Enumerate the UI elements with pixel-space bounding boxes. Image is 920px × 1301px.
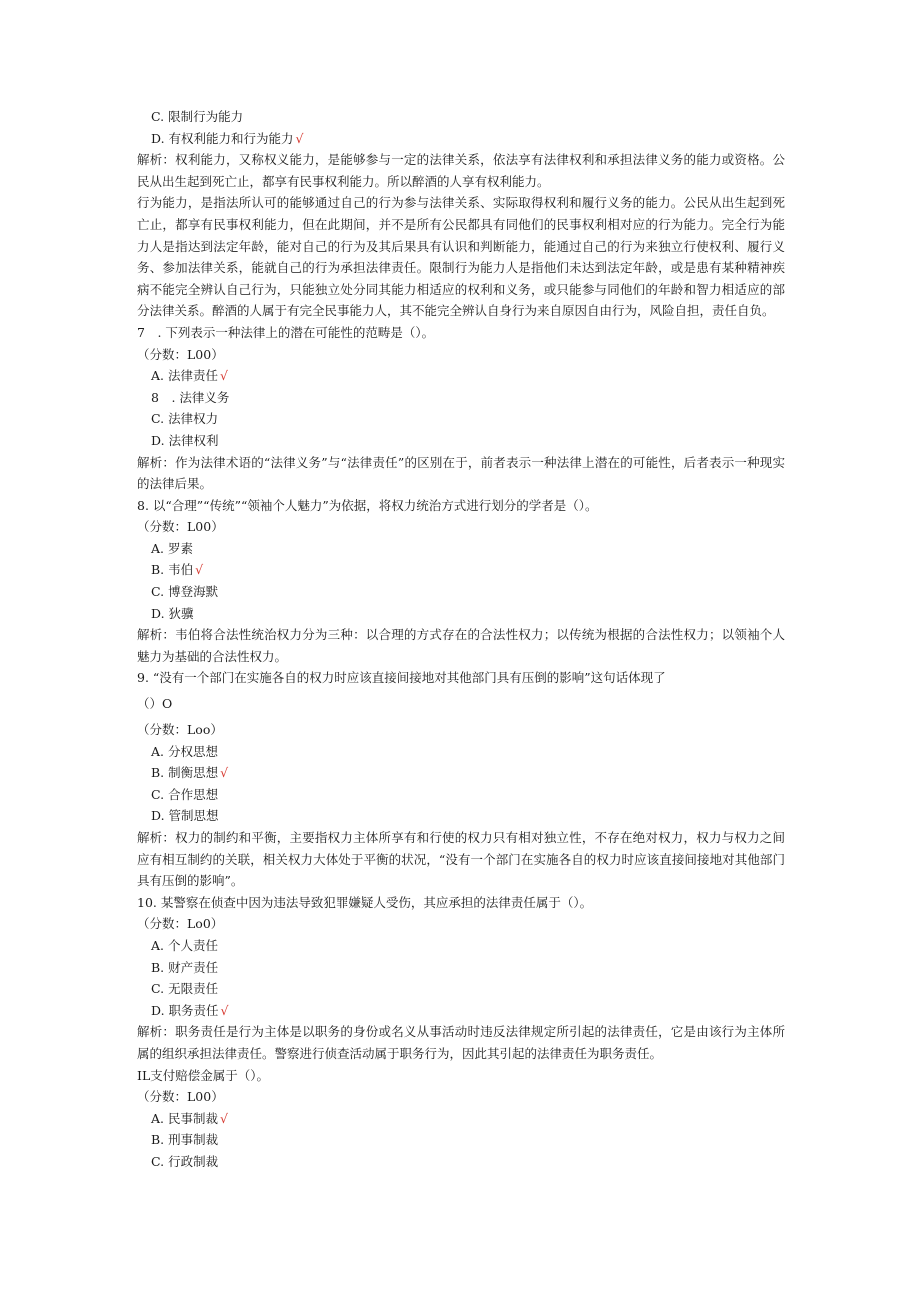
option-c: C. 行政制裁 (151, 1153, 219, 1169)
option-d: D. 管制思想 (151, 808, 219, 824)
option-a: A. 罗素 (151, 540, 193, 556)
option-b: B. 财产责任 (151, 959, 219, 975)
document-page (137, 106, 785, 1173)
explanation-paragraph: 解析：韦伯将合法性统治权力分为三种：以合理的方式存在的合法性权力；以传统为根据的合法性权力；以领袖个人魅力为基础的合法性权力。 (137, 627, 785, 664)
option-b: B. 制衡思想 √ (151, 765, 229, 781)
option-d: D. 职务责任 √ (151, 1002, 229, 1018)
option-d: D. 法律权利 (151, 432, 219, 448)
explanation-paragraph: 解析：职务责任是行为主体是以职务的身份或名义从事活动时违反法律规定所引起的法律责任，它是由该行为主体所属的组织承担法律责任。警察进行侦查活动属于职务行为，因此其引起的法律责任为职务责任。 (137, 1024, 785, 1061)
question-9: 9. “没有一个部门在实施各自的权力时应该直接间接地对其他部门具有压倒的影响”这句话体现了 (137, 670, 666, 686)
score-label: （分数：L00） (137, 519, 224, 535)
correct-mark: √ (220, 1002, 229, 1018)
explanation-paragraph: 行为能力，是指法所认可的能够通过自己的行为参与法律关系、实际取得权利和履行义务的能力。公民从出生起到死亡止，都享有民事权利能力，但在此期间，并不是所有公民都具有同他们的民事权利相对应的行为能力。完全行为能力人是指达到法定年龄，能对自己的行为及其后果具有认识和判断能力，能通过自己的行为来独立行使权利、履行义务、参加法律关系，能就自己的行为承担法律责任。限制行为能力人是指他们未达到法定年龄，或是患有某种精神疾病不能完全辨认自己行为，只能独立处分同其能力相适应的权利和义务，或只能参与同他们的年龄和智力相适应的部分法律关系。醉酒的人属于有完全民事能力人，其不能完全辨认自身行为来自原因自由行为，风险自担，责任自负。 (137, 195, 785, 319)
explanation-paragraph: 解析：权利能力，又称权义能力，是能够参与一定的法律关系，依法享有法律权利和承担法律义务的能力或资格。公民从出生起到死亡止，都享有民事权利能力。所以醉酒的人享有权利能力。 (137, 152, 785, 189)
score-label: （分数：L00） (137, 346, 224, 362)
correct-mark: √ (219, 1110, 228, 1126)
question-11: IL支付赔偿金属于（）。 (137, 1067, 269, 1083)
option-a: A. 法律责任 √ (151, 368, 228, 384)
option-c: C. 合作思想 (151, 786, 219, 802)
explanation-paragraph: 解析：权力的制约和平衡，主要指权力主体所享有和行使的权力只有相对独立性，不存在绝对权力，权力与权力之间应有相互制约的关联，相关权力大体处于平衡的状况，“没有一个部门在实施各自的权力时应该直接间接地对其他部门具有压倒的影响”。 (137, 830, 785, 889)
correct-mark: √ (195, 562, 204, 578)
option-a: A. 个人责任 (151, 937, 218, 953)
option-a: A. 民事制裁 √ (151, 1110, 228, 1126)
option-b: 8 . 法律义务 (151, 389, 230, 405)
option-c: C. 博登海默 (151, 584, 219, 600)
question-7: 7 . 下列表示一种法律上的潜在可能性的范畴是（）。 (137, 324, 435, 340)
explanation-paragraph: 解析：作为法律术语的“法律义务”与“法律责任”的区别在于，前者表示一种法律上潜在的可能性，后者表示一种现实的法律后果。 (137, 454, 785, 492)
option-b: B. 韦伯 √ (151, 562, 204, 578)
option-d: D. 狄骥 (151, 605, 194, 621)
question-10: 10. 某警察在侦查中因为违法导致犯罪嫌疑人受伤，其应承担的法律责任属于（）。 (137, 894, 593, 910)
question-9-blank: （）O (137, 696, 173, 712)
score-label: （分数：Lo0） (137, 916, 224, 932)
option-b: B. 刑事制裁 (151, 1132, 219, 1148)
option-d: D. 有权利能力和行为能力 √ (151, 130, 304, 146)
score-label: （分数：Loo） (137, 722, 223, 738)
score-label: （分数：L00） (137, 1089, 224, 1105)
option-c: C. 法律权力 (151, 411, 219, 427)
question-8: 8. 以“合理”“传统”“领袖个人魅力”为依据，将权力统治方式进行划分的学者是（）。 (137, 497, 598, 513)
correct-mark: √ (220, 765, 229, 781)
correct-mark: √ (219, 368, 228, 384)
option-c: C. 无限责任 (151, 981, 219, 997)
option-a: A. 分权思想 (151, 743, 218, 759)
correct-mark: √ (295, 130, 304, 146)
option-c: C. 限制行为能力 (151, 109, 244, 124)
